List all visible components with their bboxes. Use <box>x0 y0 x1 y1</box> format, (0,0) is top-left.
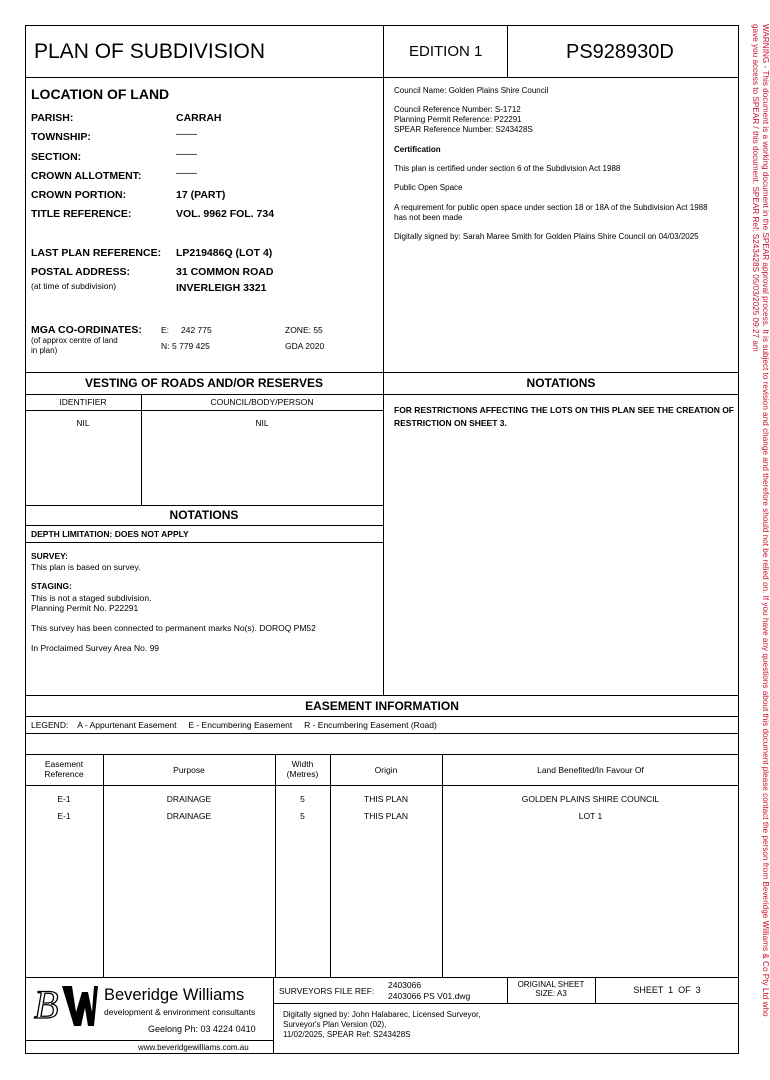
warning-line-1: WARNING - This document is a working document in the SPEAR approval process. It is subject to revision and change and therefore should not be relied on. If you have any questions about this document please contact the person from Beveridge Williams & Co Pty Ltd who <box>761 24 770 1017</box>
easement-col-benefited: Land Benefited/In Favour Of <box>537 765 644 775</box>
surveyors-file-ref-1: 2403066 <box>388 980 422 990</box>
public-open-space-text-2: has not been made <box>394 213 463 222</box>
planning-permit-reference: Planning Permit Reference: P22291 <box>394 115 522 124</box>
notations-right-line-1: FOR RESTRICTIONS AFFECTING THE LOTS ON THIS PLAN SEE THE CREATION OF <box>394 405 735 415</box>
crown-portion-label: CROWN PORTION: <box>31 189 127 201</box>
proclaimed-survey-area: In Proclaimed Survey Area No. 99 <box>31 643 160 653</box>
surveyor-signature-1: Digitally signed by: John Halabarec, Licensed Surveyor, <box>283 1010 481 1019</box>
datum-value: GDA 2020 <box>285 341 325 351</box>
easement-col-reference <box>25 759 103 779</box>
postal-address-label: POSTAL ADDRESS: <box>31 266 130 278</box>
northing-label: N: <box>161 341 170 351</box>
staging-text-1: This is not a staged subdivision. <box>31 593 152 603</box>
easement-legend: LEGEND: A - Appurtenant Easement E - Encumbering Easement R - Encumbering Easement (Road) <box>31 720 437 730</box>
public-open-space-heading: Public Open Space <box>394 183 463 192</box>
easement-col-reference-2: Reference <box>44 769 84 779</box>
vesting-heading: VESTING OF ROADS AND/OR RESERVES <box>84 376 324 390</box>
easement-col-reference-1: Easement <box>44 759 84 769</box>
svg-text:B: B <box>34 982 59 1027</box>
staging-text-2: Planning Permit No. P22291 <box>31 603 139 613</box>
easting-label: E: <box>161 325 170 335</box>
firm-name: Beveridge Williams <box>104 986 245 1004</box>
township-value: —— <box>176 128 197 140</box>
surveyors-file-ref-2: 2403066 PS V01.dwg <box>388 991 471 1001</box>
postal-address-note: (at time of subdivision) <box>31 281 117 291</box>
northing-value: 5 779 425 <box>172 341 210 351</box>
original-sheet-size-value: SIZE: A3 <box>535 989 567 998</box>
row-origin: THIS PLAN <box>364 811 408 821</box>
edition-label: EDITION 1 <box>409 43 483 60</box>
easement-col-origin: Origin <box>374 765 398 775</box>
sheet-number: SHEET 1 OF 3 <box>633 985 701 995</box>
row-reference: E-1 <box>57 811 71 821</box>
table-row <box>25 794 739 806</box>
last-plan-value: LP219486Q (LOT 4) <box>176 247 273 259</box>
easement-col-width <box>275 759 330 779</box>
permanent-marks: This survey has been connected to permanent marks No(s). DOROQ PM52 <box>31 623 316 633</box>
row-benefited: LOT 1 <box>578 811 603 821</box>
mga-note-1: (of approx centre of land <box>31 336 118 345</box>
vesting-col-council: COUNCIL/BODY/PERSON <box>210 397 314 407</box>
council-signature: Digitally signed by: Sarah Maree Smith for Golden Plains Shire Council on 04/03/2025 <box>394 232 699 241</box>
surveyor-signature-3: 11/02/2025, SPEAR Ref: S243428S <box>283 1030 411 1039</box>
section-value: —— <box>176 148 197 160</box>
postal-address-line-1: 31 COMMON ROAD <box>176 266 274 278</box>
beveridge-williams-logo <box>32 982 98 1028</box>
plan-title: PLAN OF SUBDIVISION <box>34 40 266 63</box>
easement-heading: EASEMENT INFORMATION <box>305 699 459 713</box>
row-purpose: DRAINAGE <box>166 794 212 804</box>
certification-heading: Certification <box>394 145 441 154</box>
notations-left-heading: NOTATIONS <box>169 508 239 522</box>
notations-right-heading: NOTATIONS <box>526 376 596 390</box>
council-name: Council Name: Golden Plains Shire Council <box>394 86 549 95</box>
postal-address-line-2: INVERLEIGH 3321 <box>176 282 267 294</box>
warning-line-2: gave you access to SPEAR / this document. SPEAR Ref: S243428S 05/03/2025 09:27 am <box>751 24 760 352</box>
survey-text: This plan is based on survey. <box>31 562 141 572</box>
staging-heading: STAGING: <box>31 581 72 591</box>
firm-website: www.beveridgewilliams.com.au <box>138 1043 249 1052</box>
firm-phone: Geelong Ph: 03 4224 0410 <box>148 1024 256 1034</box>
original-sheet-label: ORIGINAL SHEET <box>517 980 585 989</box>
mga-note-2: in plan) <box>31 346 58 355</box>
row-purpose: DRAINAGE <box>166 811 212 821</box>
original-sheet-size <box>507 980 595 998</box>
easement-col-width-2: (Metres) <box>286 769 319 779</box>
parish-label: PARISH: <box>31 112 74 124</box>
survey-heading: SURVEY: <box>31 551 69 561</box>
row-reference: E-1 <box>57 794 71 804</box>
vesting-council-value: NIL <box>255 418 269 428</box>
surveyors-file-label: SURVEYORS FILE REF: <box>279 986 375 996</box>
title-reference-label: TITLE REFERENCE: <box>31 208 132 220</box>
section-label: SECTION: <box>31 151 82 163</box>
vesting-col-identifier: IDENTIFIER <box>59 397 107 407</box>
easement-col-purpose: Purpose <box>173 765 205 775</box>
certification-text: This plan is certified under section 6 of the Subdivision Act 1988 <box>394 164 621 173</box>
parish-value: CARRAH <box>176 112 222 124</box>
mga-label: MGA CO-ORDINATES: <box>31 324 142 336</box>
plan-number: PS928930D <box>566 41 674 63</box>
vesting-identifier-value: NIL <box>76 418 90 428</box>
row-width: 5 <box>300 794 305 804</box>
row-width: 5 <box>300 811 305 821</box>
public-open-space-text-1: A requirement for public open space under section 18 or 18A of the Subdivision Act 1988 <box>394 203 708 212</box>
township-label: TOWNSHIP: <box>31 131 91 143</box>
easting-value: 242 775 <box>181 325 212 335</box>
spear-reference: SPEAR Reference Number: S243428S <box>394 125 533 134</box>
depth-limitation: DEPTH LIMITATION: DOES NOT APPLY <box>31 529 189 539</box>
last-plan-label: LAST PLAN REFERENCE: <box>31 247 162 259</box>
crown-allotment-value: —— <box>176 167 197 179</box>
crown-portion-value: 17 (PART) <box>176 189 226 201</box>
zone-value: ZONE: 55 <box>285 325 323 335</box>
surveyor-signature-2: Surveyor's Plan Version (02), <box>283 1020 387 1029</box>
row-benefited: GOLDEN PLAINS SHIRE COUNCIL <box>521 794 660 804</box>
table-row <box>25 811 739 823</box>
firm-subtitle: development & environment consultants <box>104 1007 256 1017</box>
title-reference-value: VOL. 9962 FOL. 734 <box>176 208 275 220</box>
location-heading: LOCATION OF LAND <box>31 86 170 102</box>
council-reference: Council Reference Number: S-1712 <box>394 105 521 114</box>
notations-right-line-2: RESTRICTION ON SHEET 3. <box>394 418 507 428</box>
spear-warning <box>742 24 768 1024</box>
easement-col-width-1: Width <box>291 759 314 769</box>
crown-allotment-label: CROWN ALLOTMENT: <box>31 170 142 182</box>
row-origin: THIS PLAN <box>364 794 408 804</box>
